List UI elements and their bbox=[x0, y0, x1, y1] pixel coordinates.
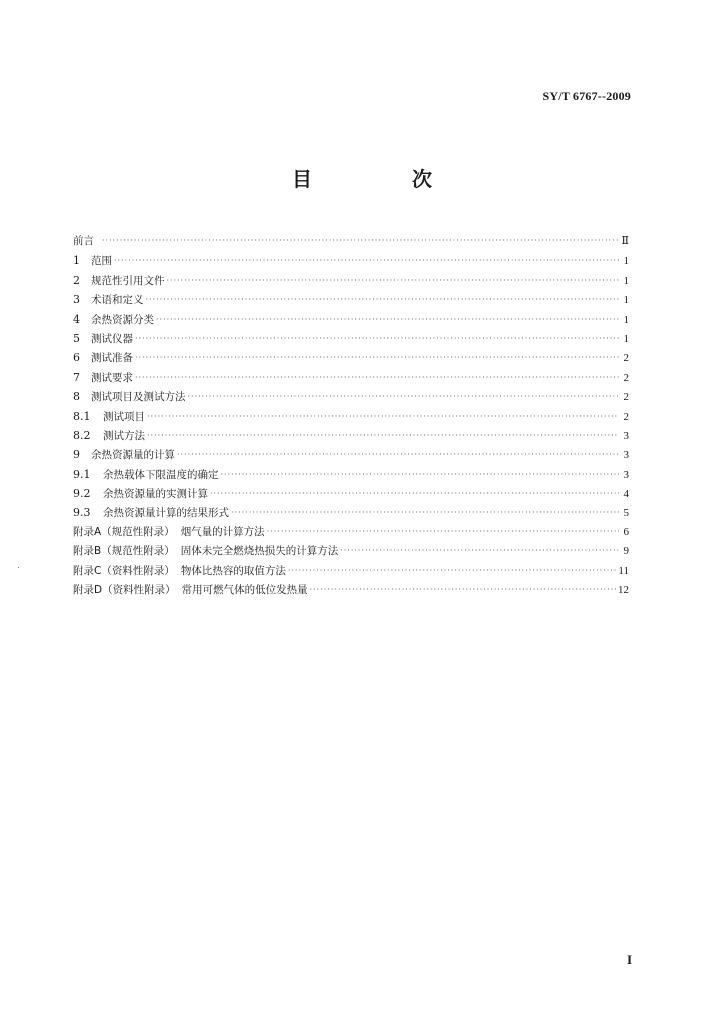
toc-entry[interactable] bbox=[73, 445, 629, 464]
toc-entry[interactable] bbox=[73, 271, 629, 290]
toc-entry-label: 物体比热容的取值方法 bbox=[180, 564, 286, 577]
dot-leader bbox=[221, 465, 620, 484]
dot-leader bbox=[156, 310, 619, 329]
toc-entry[interactable] bbox=[73, 484, 629, 503]
dot-leader bbox=[114, 251, 619, 270]
toc-entry-number: 8.2 bbox=[73, 428, 91, 442]
toc-entry-label: 余热资源量的实测计算 bbox=[103, 488, 208, 501]
toc-entry-page: 1 bbox=[623, 332, 629, 345]
toc-entry-number: 4 bbox=[73, 312, 80, 326]
dot-leader bbox=[102, 231, 619, 250]
scan-speck bbox=[18, 567, 19, 568]
dot-leader bbox=[146, 290, 620, 309]
toc-entry-label: 测试准备 bbox=[91, 352, 133, 365]
toc-entry[interactable] bbox=[73, 310, 629, 329]
toc-entry[interactable] bbox=[73, 251, 629, 270]
toc-entry-label: 术语和定义 bbox=[91, 294, 144, 307]
toc-entry[interactable] bbox=[73, 368, 629, 387]
toc-entry[interactable] bbox=[73, 542, 629, 561]
dot-leader bbox=[135, 329, 619, 348]
toc-entry-number: 9.3 bbox=[73, 506, 91, 520]
toc-entry[interactable] bbox=[73, 348, 629, 367]
toc-entry-label: 测试项目及测试方法 bbox=[91, 391, 186, 404]
page-number: I bbox=[626, 952, 632, 967]
toc-entry-number: 8.1 bbox=[73, 409, 91, 423]
dot-leader bbox=[288, 561, 617, 580]
toc-entry[interactable] bbox=[73, 329, 629, 348]
toc-entry-page: 1 bbox=[623, 313, 629, 326]
toc-entry-number: 附录D（资料性附录） bbox=[73, 584, 176, 597]
toc-entry-page: 2 bbox=[623, 352, 629, 365]
toc-entry[interactable] bbox=[73, 465, 629, 484]
dot-leader bbox=[267, 522, 619, 541]
dot-leader bbox=[147, 426, 619, 445]
toc-entry-number: 9 bbox=[73, 448, 80, 462]
toc-entry-page: 3 bbox=[623, 468, 629, 481]
toc-entry-label: 常用可燃气体的低位发热量 bbox=[181, 584, 308, 597]
toc-entry[interactable] bbox=[73, 523, 629, 542]
toc-entry-label: 余热资源量的计算 bbox=[91, 449, 175, 462]
toc-entry-number: 8 bbox=[73, 390, 80, 404]
toc-entry[interactable] bbox=[73, 562, 629, 581]
toc-entry-number: 3 bbox=[73, 293, 80, 307]
toc-entry-page: 6 bbox=[623, 525, 629, 538]
table-of-contents bbox=[73, 232, 629, 600]
toc-entry-page: 3 bbox=[623, 449, 629, 462]
toc-entry-label: 测试项目 bbox=[103, 410, 145, 423]
toc-entry[interactable] bbox=[73, 503, 629, 522]
toc-entry-page: 11 bbox=[618, 564, 629, 577]
toc-entry-page: 9 bbox=[623, 545, 629, 558]
toc-entry-label: 余热资源量计算的结果形式 bbox=[103, 507, 229, 520]
dot-leader bbox=[231, 503, 619, 522]
dot-leader bbox=[167, 271, 620, 290]
toc-entry-number: 9.1 bbox=[73, 467, 91, 481]
toc-entry-number: 5 bbox=[73, 331, 80, 345]
toc-entry-number: 附录A（规范性附录） bbox=[73, 525, 175, 538]
toc-entry[interactable] bbox=[73, 426, 629, 445]
toc-entry-page: 3 bbox=[623, 429, 629, 442]
toc-entry-page: 12 bbox=[618, 584, 629, 597]
dot-leader bbox=[147, 407, 619, 426]
toc-entry[interactable] bbox=[73, 290, 629, 309]
toc-entry-label: 固体未完全燃烧热损失的计算方法 bbox=[180, 545, 339, 558]
dot-leader bbox=[135, 368, 619, 387]
toc-entry-label: 烟气量的计算方法 bbox=[180, 525, 265, 538]
dot-leader bbox=[310, 580, 616, 599]
toc-entry-page: 4 bbox=[623, 488, 629, 501]
dot-leader bbox=[135, 348, 619, 367]
toc-entry-number: 2 bbox=[73, 273, 80, 287]
toc-entry-label: 测试要求 bbox=[91, 371, 133, 384]
page-title: 目 次 bbox=[292, 167, 472, 191]
toc-entry-label: 前言 bbox=[73, 235, 94, 247]
toc-entry-label: 范围 bbox=[91, 255, 112, 268]
toc-entry-page: 2 bbox=[623, 371, 629, 384]
toc-entry[interactable] bbox=[73, 232, 629, 251]
toc-entry-page: Ⅱ bbox=[621, 235, 629, 247]
toc-entry[interactable] bbox=[73, 407, 629, 426]
toc-entry-page: 1 bbox=[623, 294, 629, 307]
toc-entry-label: 规范性引用文件 bbox=[91, 274, 165, 287]
toc-entry-page: 5 bbox=[623, 507, 629, 520]
dot-leader bbox=[188, 387, 620, 406]
dot-leader bbox=[210, 484, 619, 503]
toc-entry-label: 余热载体下限温度的确定 bbox=[103, 468, 219, 481]
toc-entry-number: 附录B（规范性附录） bbox=[73, 545, 175, 558]
toc-entry-page: 2 bbox=[623, 410, 629, 423]
toc-entry-page: 1 bbox=[623, 255, 629, 268]
toc-entry-number: 1 bbox=[73, 254, 80, 268]
dot-leader bbox=[177, 445, 619, 464]
toc-entry-number: 7 bbox=[73, 370, 80, 384]
toc-entry-number: 附录C（资料性附录） bbox=[73, 564, 175, 577]
standard-code: SY/T 6767--2009 bbox=[542, 89, 631, 103]
toc-entry-label: 余热资源分类 bbox=[91, 313, 154, 326]
toc-entry-number: 9.2 bbox=[73, 487, 91, 501]
toc-entry[interactable] bbox=[73, 387, 629, 406]
toc-entry-label: 测试仪器 bbox=[91, 332, 133, 345]
toc-entry-number: 6 bbox=[73, 351, 80, 365]
toc-entry-page: 1 bbox=[623, 274, 629, 287]
toc-entry-label: 测试方法 bbox=[103, 429, 145, 442]
dot-leader bbox=[340, 541, 619, 560]
toc-entry-page: 2 bbox=[623, 391, 629, 404]
toc-entry[interactable] bbox=[73, 581, 629, 600]
